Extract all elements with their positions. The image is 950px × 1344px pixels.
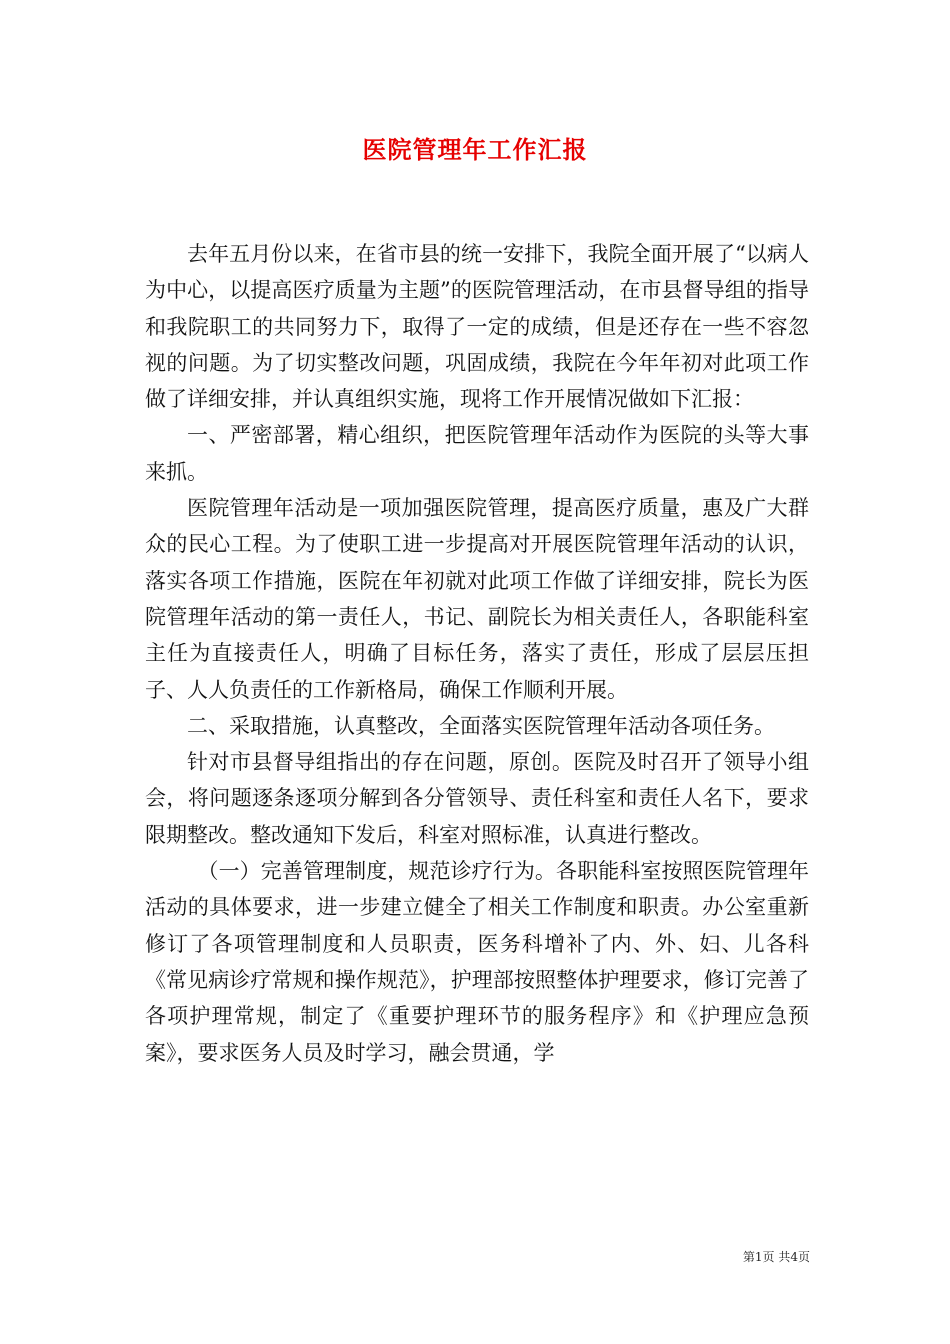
document-title: 医院管理年工作汇报 xyxy=(362,135,588,164)
page-number-footer: 第1页 共4页 xyxy=(742,1250,810,1264)
paragraph-section-2-body: 针对市县督导组指出的存在问题，原创。医院及时召开了领导小组会，将问题逐条逐项分解到各分管领导、责任科室和责任人名下，要求限期整改。整改通知下发后，科室对照标准，认真进行整改。 xyxy=(145,750,809,847)
paragraph-intro: 去年五月份以来，在省市县的统一安排下，我院全面开展了“以病人为中心，以提高医疗质量为主题”的医院管理活动，在市县督导组的指导和我院职工的共同努力下，取得了一定的成绩，但是还存在一些不容忽视的问题。为了切实整改问题，巩固成绩，我院在今年年初对此项工作做了详细安排，并认真组织实施，现将工作开展情况做如下汇报： xyxy=(145,242,809,412)
paragraph-section-1-heading: 一、严密部署，精心组织，把医院管理年活动作为医院的头等大事来抓。 xyxy=(145,423,809,484)
paragraph-subsection-1: （一）完善管理制度，规范诊疗行为。各职能科室按照医院管理年活动的具体要求，进一步建立健全了相关工作制度和职责。办公室重新修订了各项管理制度和人员职责，医务科增补了内、外、妇、儿各科《常见病诊疗常规和操作规范》，护理部按照整体护理要求，修订完善了各项护理常规，制定了《重要护理环节的服务程序》和《护理应急预案》，要求医务人员及时学习，融会贯通，学 xyxy=(145,859,809,1065)
paragraph-section-1-body: 医院管理年活动是一项加强医院管理，提高医疗质量，惠及广大群众的民心工程。为了使职工进一步提高对开展医院管理年活动的认识，落实各项工作措施，医院在年初就对此项工作做了详细安排，院长为医院管理年活动的第一责任人，书记、副院长为相关责任人，各职能科室主任为直接责任人，明确了目标任务，落实了责任，形成了层层压担子、人人负责任的工作新格局，确保工作顺利开展。 xyxy=(145,496,809,702)
document-body xyxy=(145,236,809,1071)
paragraph-section-2-heading: 二、采取措施，认真整改，全面落实医院管理年活动各项任务。 xyxy=(187,713,775,738)
